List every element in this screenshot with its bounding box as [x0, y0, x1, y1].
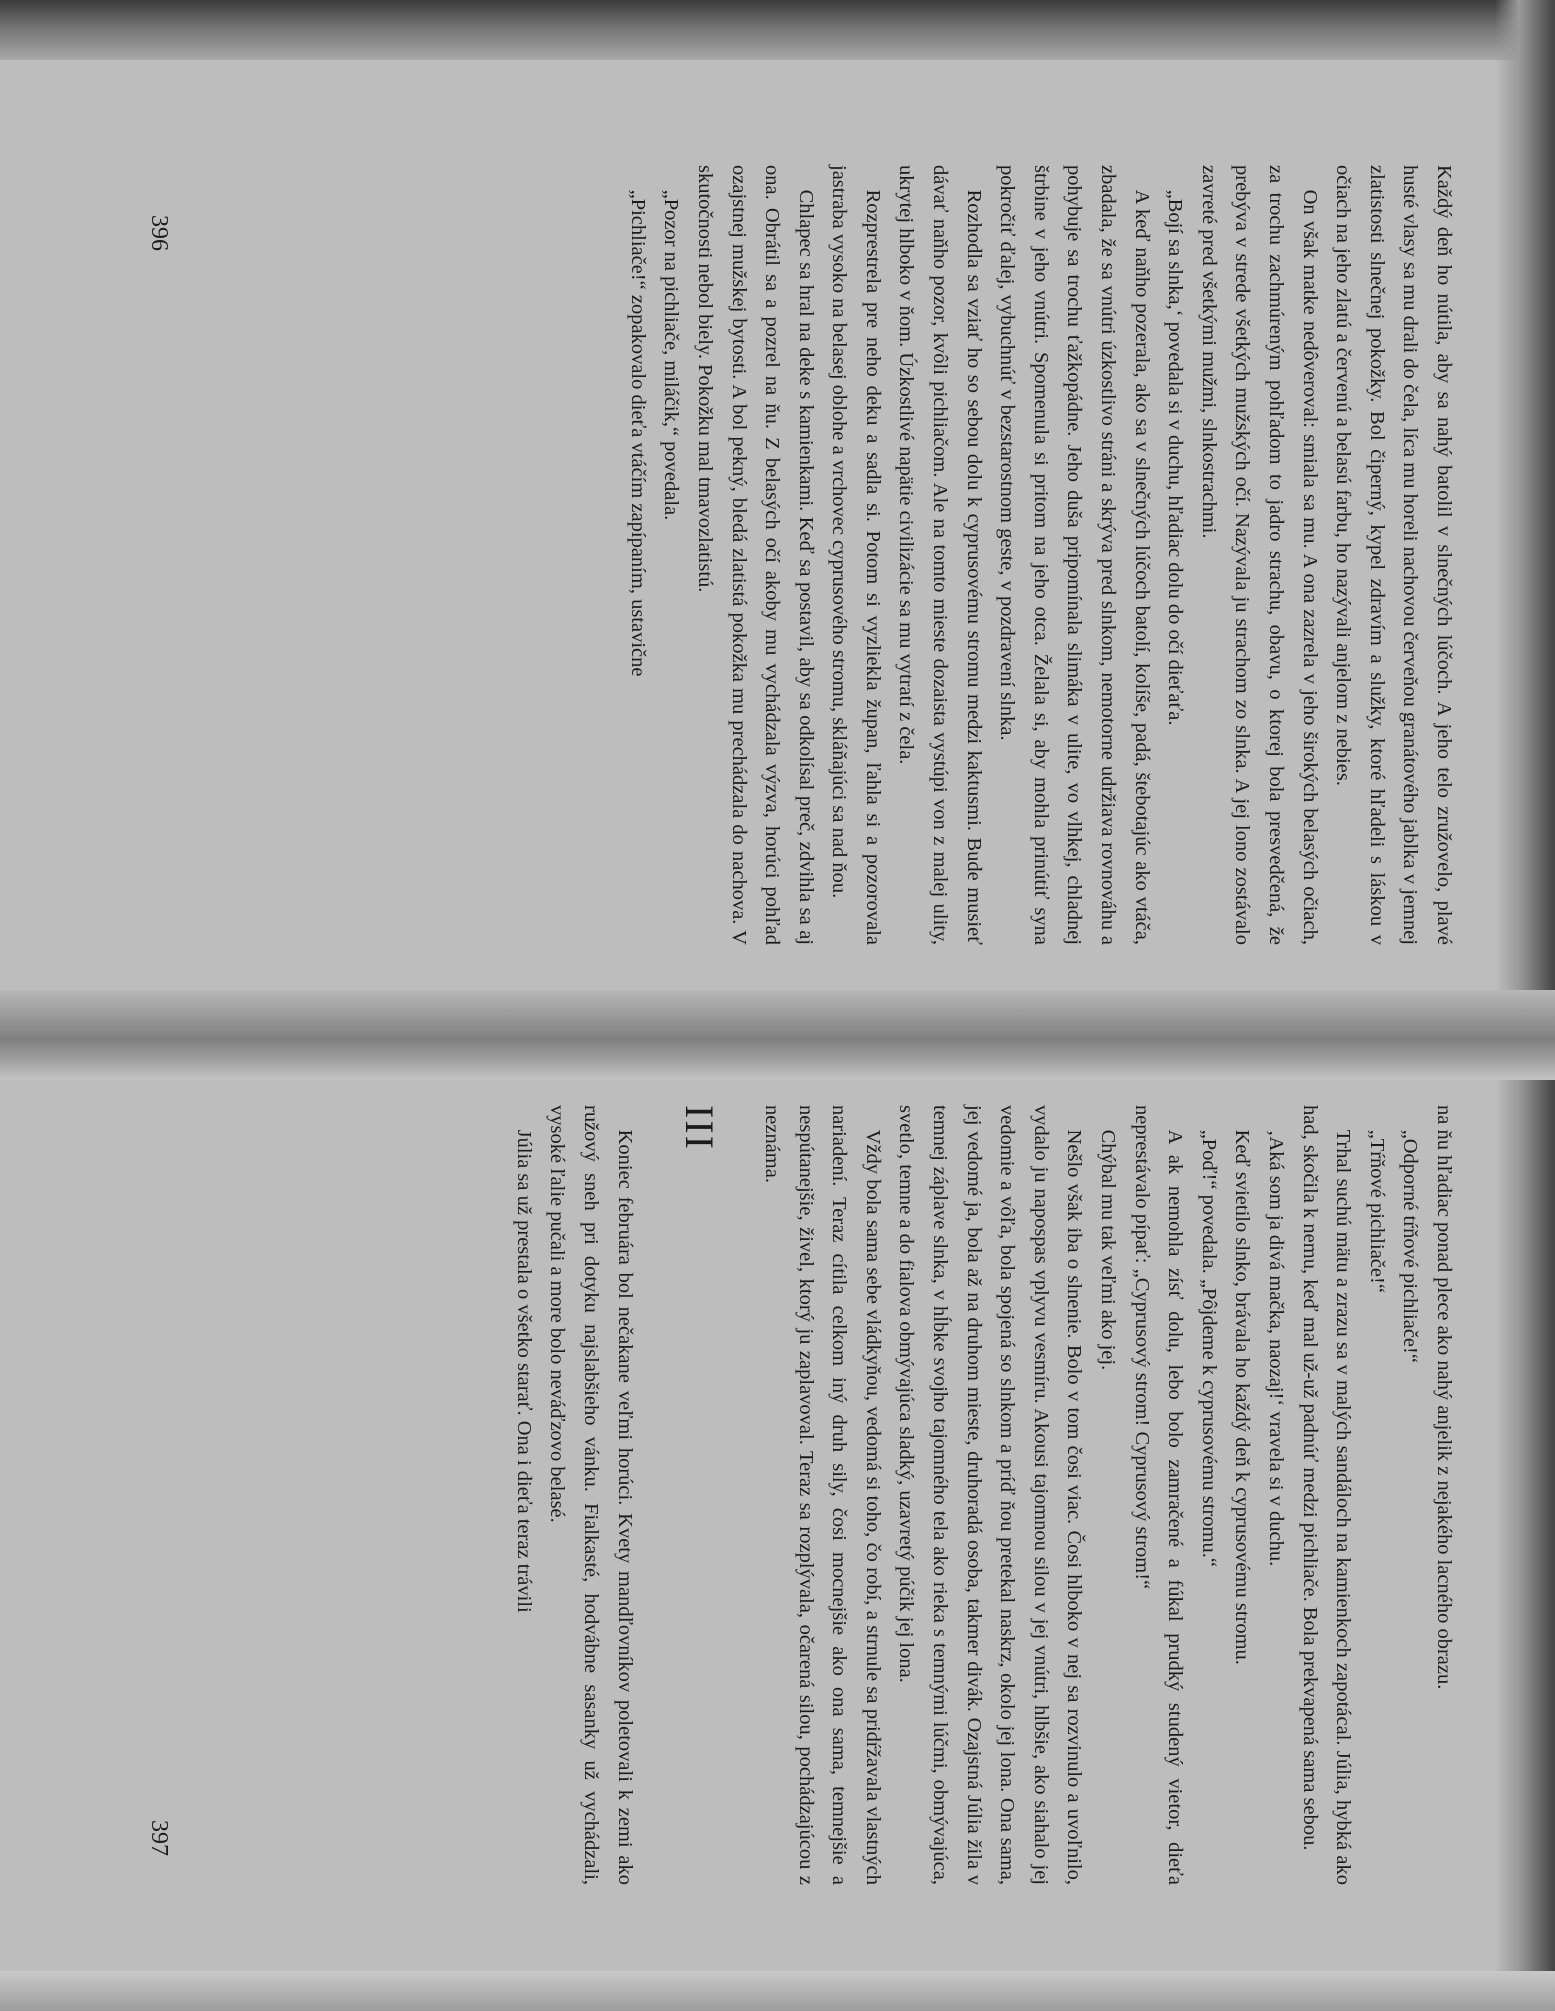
paragraph: „Tŕňové pichliače!“	[1365, 1129, 1388, 1293]
paragraph: Koniec februára bol nečakane veľmi horúci. Kvety mandľovníkov poletovali k zemi ako ružový sneh pri dotyku najslabšieho vánku. Fialkasté, hodvábne sasanky už vychádzali, vysoké ľalie pučali a more bolo neváďzovo belasé.	[546, 1105, 636, 1885]
paragraph: Nešlo však iba o slnenie. Bolo v tom čosi viac. Čosi hlboko v nej sa rozvinulo a uvoľnilo, vydalo ju napospas vplyvu vesmíru. Akousi tajomnou silou v jej vnútri, hlbšie, ako siahalo jej vedomie a vôľa, bola spojená so slnkom a príď ňou pretekal naskrz, okolo jej lona. Ona sama, jej vedomé ja, bola až na druhom mieste, druhoradá osoba, takmer divák. Ozajstná Júlia žila v temnej záplave slnka, v hĺbke svojho tajomného tela ako rieka s temnými lúčmi, obmývajúca, svetlo, temne a do fialova obmývajúca sladký, uzavretý púčik jej lona.	[895, 1105, 1086, 1885]
right-page-text	[250, 1105, 1460, 1885]
page-edge	[0, 1971, 1555, 2011]
scan-shadow-top	[0, 0, 1555, 60]
paragraph: Chlapec sa hral na deke s kamienkami. Keď sa postavil, aby sa odkolísal preč, zdvihla sa aj ona. Obrátil sa a pozrel na ňu. Z belasých očí akoby mu vychádzala výzva, horúci pohľad ozajstnej mužskej bytosti. A bol pekný, bledá zlatistá pokožka mu prechádzala do nachova. V skutočnosti nebol biely. Pokožku mal tmavozlatistú.	[693, 165, 817, 945]
paragraph: Júlia sa už prestala o všetko starať. Ona i dieťa teraz trávili	[512, 1129, 535, 1613]
paragraph: „Pozor na pichliače, miláčik,“ povedala.	[660, 189, 683, 521]
paragraph: „Pichliače!“ zopakovalo dieťa vtáčím zapípaním, ustavične	[626, 189, 649, 677]
page-number-left: 396	[146, 215, 172, 251]
paragraph: Vždy bola sama sebe vládkyňou, vedomá si toho, čo robí, a strnule sa pridŕžavala vlastných nariadení. Teraz cítila celkom iný druh sily, čosi mocnejšie ako ona sama, temnejšie a nespútanejšie, živel, ktorý ju zaplavoval. Teraz sa rozplývala, očarená silou, pochádzajúcou z neznáma.	[761, 1105, 884, 1885]
paragraph: A keď naňho pozerala, ako sa v slnečných lúčoch batolí, kolíše, padá, štebotajúc ako vtáča, zbadala, že sa vnútri úzkostlivo stráni a skrýva pred slnkom, nemotorne udržiava rovnováhu a pohybuje sa trochu ťažkopádne. Jeho duša pripomínala slimáka v ulite, vo vlhkej, chladnej štrbine v jeho vnútri. Spomenula si pritom na jeho otca. Želala si, aby mohla prinútiť syna pokročiť ďalej, vybuchnúť v bezstarostnom geste, v pozdravení slnka.	[996, 165, 1153, 945]
left-page-text	[250, 165, 1460, 945]
paragraph: Trhal suchú mätu a zrazu sa v malých sandáloch na kamienkoch zapotácal. Júlia, hybká ako had, skočila k nemu, keď mal už-už padnúť medzi pichliače. Bola prekvapená sama sebou.	[1298, 1105, 1355, 1885]
paragraph: Chýbal mu tak veľmi ako jej.	[1097, 1129, 1120, 1371]
paragraph: na ňu hľadiac ponad plece ako nahý anjelik z nejakého lacného obrazu.	[1433, 1105, 1455, 1690]
paragraph: Rozprestrela pre neho deku a sadla si. Potom si vyzliekla župan, ľahla si a pozorovala jastraba vysoko na belasej oblohe a vrchovec cyprusového stromu, skláňajúci sa nad ňou.	[828, 165, 884, 945]
paragraph: On však matke nedôveroval: smiala sa mu. A ona zazrela v jeho širokých belasých očiach, za trochu zachmúreným pohľadom to jadro strachu, obavu, o ktorej bola presvedčená, že prebýva v strede všetkých mužských očí. Nazývala ju strachom zo slnka. A jej lono zostávalo zavreté pred všetkými mužmi, slnkostrachmi.	[1197, 165, 1321, 945]
book-spine	[0, 990, 1555, 1080]
paragraph: Každý deň ho nútila, aby sa nahý batolil v slnečných lúčoch. A jeho telo zružovelo, plavé husté vlasy sa mu drali do čela, líca mu horeli nachovou červeňou granátového jablka v jemnej zlatistosti slnečnej pokožky. Bol čiperný, kypel zdravím a služky, ktoré hľadeli s láskou v očiach na jeho zlatú a červenú a belasú farbu, ho nazývali anjelom z nebies.	[1332, 165, 1455, 945]
paragraph: ‚Aká som ja divá mačka, naozaj!‘ vravela si v duchu.	[1265, 1129, 1288, 1567]
chapter-heading: III	[676, 1105, 722, 1151]
paragraph: „Odporné tŕňové pichliače!“	[1399, 1129, 1422, 1363]
page-number-right: 397	[146, 1820, 172, 1856]
paragraph: „Poď!“ povedala. „Pôjdeme k cyprusovému stromu.“	[1197, 1129, 1220, 1567]
paragraph: Rozhodla sa vziať ho so sebou dolu k cyprusovému stromu medzi kaktusmi. Bude musieť dávať naňho pozor, kvôli pichliačom. Ale na tomto mieste dozaista vystúpi von z malej ulity, ukrytej hlboko v ňom. Úzkostlivé napätie civilizácie sa mu vytratí z čela.	[895, 165, 985, 945]
paragraph: A ak nemohla zísť dolu, lebo bolo zamračené a fúkal prudký studený vietor, dieťa neprestávalo pípať: „Cyprusový strom! Cyprusový strom!“	[1130, 1105, 1187, 1885]
paragraph: „Bojí sa slnka,‘ povedala si v duchu, hľadiac dolu do očí dieťaťa.	[1164, 189, 1187, 726]
paragraph: Keď svietilo slnko, brávala ho každý deň k cyprusovému stromu.	[1231, 1129, 1254, 1665]
